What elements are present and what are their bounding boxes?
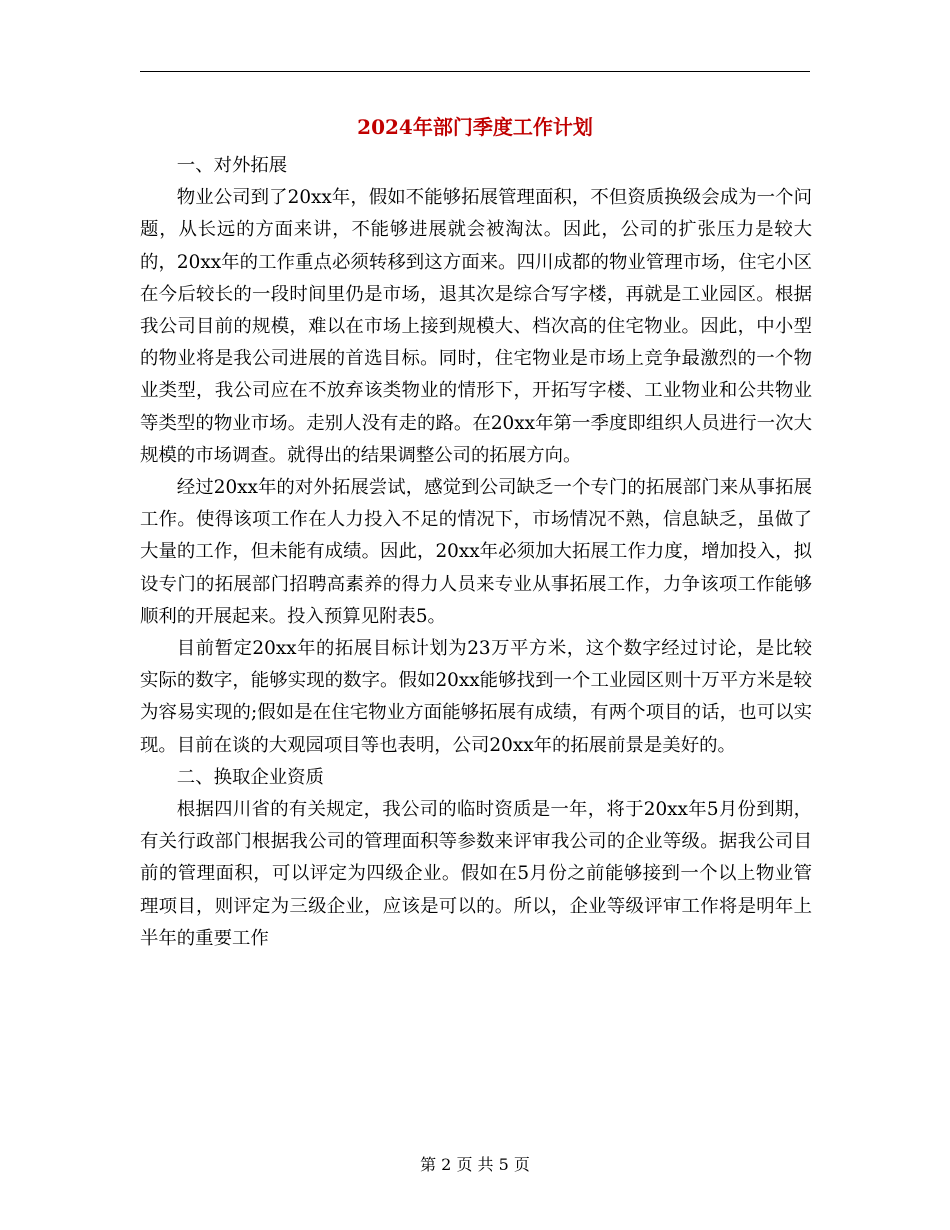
section-heading-enterprise-qualification: 二、换取企业资质 [176,766,324,788]
paragraph: 目前暂定20xx年的拓展目标计划为23万平方米，这个数字经过讨论，是比较实际的数字，能够实现的数字。假如20xx能够找到一个工业园区则十万平方米是较为容易实现的;假如是在住宅物业方面能够拓展有成绩，有两个项目的话，也可以实现。目前在谈的大观园项目等也表明，公司20xx年的拓展前景是美好的。 [140,638,812,756]
document-body [140,150,812,955]
section-heading-external-expansion: 一、对外拓展 [176,155,288,176]
page-number-footer: 第 2 页 共 5 页 [420,1155,530,1174]
header-rule [140,71,810,72]
paragraph: 经过20xx年的对外拓展尝试，感觉到公司缺乏一个专门的拓展部门来从事拓展工作。使得该项工作在人力投入不足的情况下，市场情况不熟，信息缺乏，虽做了大量的工作，但未能有成绩。因此，20xx年必须加大拓展工作力度，增加投入，拟设专门的拓展部门招聘高素养的得力人员来专业从事拓展工作，力争该项工作能够顺利的开展起来。投入预算见附表5。 [140,477,812,627]
paragraph: 物业公司到了20xx年，假如不能够拓展管理面积，不但资质换级会成为一个问题，从长远的方面来讲，不能够进展就会被淘汰。因此，公司的扩张压力是较大的，20xx年的工作重点必须转移到这方面来。四川成都的物业管理市场，住宅小区在今后较长的一段时间里仍是市场，退其次是综合写字楼，再就是工业园区。根据我公司目前的规模，难以在市场上接到规模大、档次高的住宅物业。因此，中小型的物业将是我公司进展的首选目标。同时，住宅物业是市场上竞争最激烈的一个物业类型，我公司应在不放弃该类物业的情形下，开拓写字楼、工业物业和公共物业等类型的物业市场。走别人没有走的路。在20xx年第一季度即组织人员进行一次大规模的市场调查。就得出的结果调整公司的拓展方向。 [140,187,812,466]
paragraph: 根据四川省的有关规定，我公司的临时资质是一年，将于20xx年5月份到期，有关行政部门根据我公司的管理面积等参数来评审我公司的企业等级。据我公司目前的管理面积，可以评定为四级企业。假如在5月份之前能够接到一个以上物业管理项目，则评定为三级企业，应该是可以的。所以，企业等级评审工作将是明年上半年的重要工作 [140,799,812,949]
document-title: 2024年部门季度工作计划 [357,115,593,139]
